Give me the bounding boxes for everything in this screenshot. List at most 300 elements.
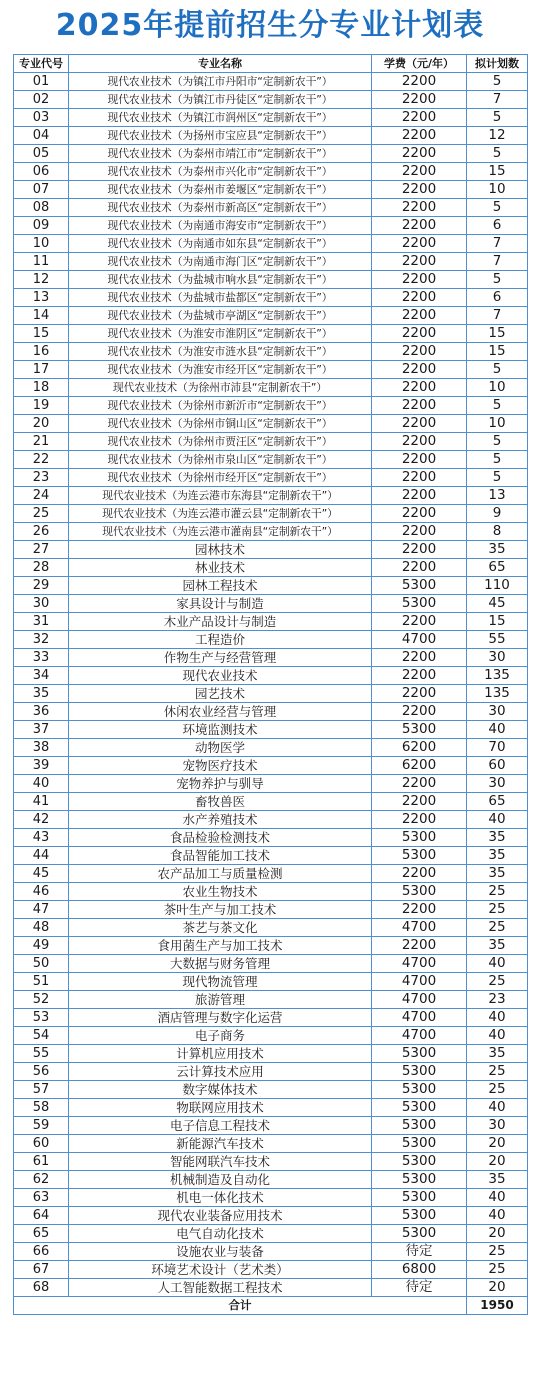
header-fee: 学费（元/年）: [372, 55, 467, 73]
row-fee: 4700: [372, 1027, 467, 1045]
row-plan: 23: [467, 991, 528, 1009]
row-plan: 45: [467, 595, 528, 613]
row-name: 现代农业技术（为淮安市经开区“定制新农干”）: [69, 361, 372, 379]
table-row: [14, 739, 528, 757]
row-code: 43: [14, 829, 69, 847]
row-fee: 2200: [372, 487, 467, 505]
row-code: 45: [14, 865, 69, 883]
row-fee: 2200: [372, 559, 467, 577]
row-fee: 2200: [372, 811, 467, 829]
row-code: 25: [14, 505, 69, 523]
row-name: 林业技术: [69, 559, 372, 577]
table-row: [14, 757, 528, 775]
total-value: 1950: [467, 1297, 528, 1315]
row-plan: 65: [467, 793, 528, 811]
row-code: 31: [14, 613, 69, 631]
row-fee: 待定: [372, 1279, 467, 1297]
row-name: 现代农业技术（为泰州市兴化市“定制新农干”）: [69, 163, 372, 181]
row-plan: 5: [467, 271, 528, 289]
row-fee: 2200: [372, 865, 467, 883]
row-code: 29: [14, 577, 69, 595]
row-code: 30: [14, 595, 69, 613]
table-row: [14, 109, 528, 127]
row-fee: 2200: [372, 415, 467, 433]
table-row: [14, 1063, 528, 1081]
row-code: 26: [14, 523, 69, 541]
row-name: 现代农业技术（为南通市海安市“定制新农干”）: [69, 217, 372, 235]
row-plan: 40: [467, 721, 528, 739]
row-name: 食品检验检测技术: [69, 829, 372, 847]
row-plan: 30: [467, 775, 528, 793]
row-code: 16: [14, 343, 69, 361]
row-fee: 5300: [372, 721, 467, 739]
row-name: 畜牧兽医: [69, 793, 372, 811]
row-fee: 2200: [372, 379, 467, 397]
row-fee: 2200: [372, 397, 467, 415]
row-code: 41: [14, 793, 69, 811]
row-fee: 2200: [372, 649, 467, 667]
row-fee: 6200: [372, 757, 467, 775]
table-row: [14, 289, 528, 307]
row-fee: 6800: [372, 1261, 467, 1279]
row-code: 02: [14, 91, 69, 109]
row-code: 13: [14, 289, 69, 307]
table-row: [14, 1171, 528, 1189]
table-row: [14, 1153, 528, 1171]
row-fee: 2200: [372, 235, 467, 253]
row-code: 17: [14, 361, 69, 379]
row-fee: 2200: [372, 901, 467, 919]
row-plan: 15: [467, 613, 528, 631]
row-fee: 2200: [372, 253, 467, 271]
row-fee: 5300: [372, 1171, 467, 1189]
row-plan: 7: [467, 235, 528, 253]
row-name: 现代农业技术（为扬州市宝应县“定制新农干”）: [69, 127, 372, 145]
row-plan: 65: [467, 559, 528, 577]
row-name: 机电一体化技术: [69, 1189, 372, 1207]
row-name: 现代农业技术（为泰州市姜堰区“定制新农干”）: [69, 181, 372, 199]
table-row: [14, 631, 528, 649]
row-code: 39: [14, 757, 69, 775]
row-name: 物联网应用技术: [69, 1099, 372, 1117]
row-name: 旅游管理: [69, 991, 372, 1009]
table-row: [14, 1189, 528, 1207]
row-name: 宠物养护与驯导: [69, 775, 372, 793]
row-fee: 4700: [372, 991, 467, 1009]
row-code: 55: [14, 1045, 69, 1063]
row-name: 木业产品设计与制造: [69, 613, 372, 631]
row-plan: 20: [467, 1225, 528, 1243]
row-fee: 2200: [372, 433, 467, 451]
row-fee: 待定: [372, 1243, 467, 1261]
row-code: 56: [14, 1063, 69, 1081]
row-code: 14: [14, 307, 69, 325]
row-code: 27: [14, 541, 69, 559]
row-plan: 9: [467, 505, 528, 523]
row-name: 食品智能加工技术: [69, 847, 372, 865]
row-code: 06: [14, 163, 69, 181]
row-fee: 5300: [372, 1135, 467, 1153]
table-row: [14, 865, 528, 883]
row-fee: 2200: [372, 793, 467, 811]
table-row: [14, 217, 528, 235]
table-row: [14, 1261, 528, 1279]
row-fee: 6200: [372, 739, 467, 757]
row-name: 现代农业技术（为南通市海门区“定制新农干”）: [69, 253, 372, 271]
row-name: 现代农业技术（为徐州市经开区“定制新农干”）: [69, 469, 372, 487]
table-row: [14, 901, 528, 919]
table-row: [14, 433, 528, 451]
row-code: 52: [14, 991, 69, 1009]
table-row: [14, 523, 528, 541]
row-fee: 2200: [372, 937, 467, 955]
row-name: 作物生产与经营管理: [69, 649, 372, 667]
table-row: [14, 1225, 528, 1243]
row-name: 机械制造及自动化: [69, 1171, 372, 1189]
row-plan: 110: [467, 577, 528, 595]
table-row: [14, 1099, 528, 1117]
row-code: 24: [14, 487, 69, 505]
row-fee: 4700: [372, 955, 467, 973]
row-code: 64: [14, 1207, 69, 1225]
row-name: 现代农业技术（为盐城市盐都区“定制新农干”）: [69, 289, 372, 307]
row-fee: 2200: [372, 613, 467, 631]
row-code: 20: [14, 415, 69, 433]
table-row: [14, 595, 528, 613]
row-plan: 7: [467, 91, 528, 109]
row-code: 58: [14, 1099, 69, 1117]
table-row: [14, 937, 528, 955]
row-fee: 5300: [372, 1189, 467, 1207]
row-name: 计算机应用技术: [69, 1045, 372, 1063]
row-code: 36: [14, 703, 69, 721]
row-code: 33: [14, 649, 69, 667]
row-name: 园林工程技术: [69, 577, 372, 595]
row-name: 现代物流管理: [69, 973, 372, 991]
row-plan: 20: [467, 1153, 528, 1171]
table-row: [14, 793, 528, 811]
row-fee: 4700: [372, 919, 467, 937]
row-plan: 7: [467, 307, 528, 325]
row-plan: 70: [467, 739, 528, 757]
row-fee: 2200: [372, 343, 467, 361]
row-name: 环境监测技术: [69, 721, 372, 739]
row-plan: 7: [467, 253, 528, 271]
row-fee: 2200: [372, 217, 467, 235]
row-code: 57: [14, 1081, 69, 1099]
row-code: 38: [14, 739, 69, 757]
table-row: [14, 559, 528, 577]
row-fee: 2200: [372, 289, 467, 307]
table-row: [14, 1207, 528, 1225]
row-code: 10: [14, 235, 69, 253]
row-plan: 25: [467, 1243, 528, 1261]
row-plan: 15: [467, 343, 528, 361]
row-plan: 25: [467, 883, 528, 901]
row-fee: 2200: [372, 199, 467, 217]
row-fee: 2200: [372, 703, 467, 721]
row-code: 49: [14, 937, 69, 955]
row-name: 现代农业技术（为盐城市亭湖区“定制新农干”）: [69, 307, 372, 325]
row-name: 现代农业技术（为连云港市东海县“定制新农干”）: [69, 487, 372, 505]
table-row: [14, 199, 528, 217]
row-fee: 2200: [372, 145, 467, 163]
row-plan: 60: [467, 757, 528, 775]
row-name: 农业生物技术: [69, 883, 372, 901]
row-fee: 5300: [372, 1045, 467, 1063]
table-header-row: [14, 55, 528, 73]
row-plan: 40: [467, 811, 528, 829]
row-plan: 10: [467, 379, 528, 397]
table-row: [14, 955, 528, 973]
row-name: 现代农业技术（为镇江市丹徒区“定制新农干”）: [69, 91, 372, 109]
row-fee: 2200: [372, 325, 467, 343]
table-row: [14, 361, 528, 379]
table-row: [14, 253, 528, 271]
row-name: 数字媒体技术: [69, 1081, 372, 1099]
row-fee: 4700: [372, 631, 467, 649]
row-code: 23: [14, 469, 69, 487]
header-name: 专业名称: [69, 55, 372, 73]
row-plan: 5: [467, 451, 528, 469]
table-row: [14, 721, 528, 739]
table-row: [14, 451, 528, 469]
row-name: 现代农业技术（为连云港市灌南县“定制新农干”）: [69, 523, 372, 541]
row-name: 农产品加工与质量检测: [69, 865, 372, 883]
row-plan: 35: [467, 541, 528, 559]
row-code: 46: [14, 883, 69, 901]
row-code: 15: [14, 325, 69, 343]
row-plan: 10: [467, 415, 528, 433]
row-fee: 2200: [372, 361, 467, 379]
total-row: [14, 1297, 528, 1315]
enrollment-plan-table: [13, 54, 528, 1315]
row-code: 60: [14, 1135, 69, 1153]
header-code: 专业代号: [14, 55, 69, 73]
row-plan: 15: [467, 163, 528, 181]
row-code: 21: [14, 433, 69, 451]
row-name: 食用菌生产与加工技术: [69, 937, 372, 955]
row-fee: 2200: [372, 541, 467, 559]
table-row: [14, 649, 528, 667]
row-plan: 13: [467, 487, 528, 505]
table-row: [14, 847, 528, 865]
row-fee: 4700: [372, 1009, 467, 1027]
table-row: [14, 271, 528, 289]
row-plan: 25: [467, 1081, 528, 1099]
row-fee: 5300: [372, 1081, 467, 1099]
row-plan: 5: [467, 109, 528, 127]
row-code: 61: [14, 1153, 69, 1171]
row-fee: 2200: [372, 505, 467, 523]
row-name: 现代农业技术（为徐州市新沂市“定制新农干”）: [69, 397, 372, 415]
row-name: 园林技术: [69, 541, 372, 559]
row-code: 08: [14, 199, 69, 217]
row-plan: 5: [467, 361, 528, 379]
row-name: 休闲农业经营与管理: [69, 703, 372, 721]
table-row: [14, 883, 528, 901]
table-row: [14, 1081, 528, 1099]
row-fee: 5300: [372, 1117, 467, 1135]
table-row: [14, 973, 528, 991]
row-fee: 2200: [372, 271, 467, 289]
row-code: 05: [14, 145, 69, 163]
row-fee: 5300: [372, 847, 467, 865]
row-name: 现代农业技术（为连云港市灌云县“定制新农干”）: [69, 505, 372, 523]
row-plan: 5: [467, 199, 528, 217]
row-name: 电子信息工程技术: [69, 1117, 372, 1135]
row-name: 云计算技术应用: [69, 1063, 372, 1081]
row-fee: 5300: [372, 595, 467, 613]
table-row: [14, 469, 528, 487]
row-fee: 5300: [372, 1099, 467, 1117]
row-plan: 25: [467, 901, 528, 919]
row-code: 63: [14, 1189, 69, 1207]
table-row: [14, 91, 528, 109]
row-name: 设施农业与装备: [69, 1243, 372, 1261]
row-plan: 40: [467, 1207, 528, 1225]
row-name: 现代农业技术（为淮安市淮阴区“定制新农干”）: [69, 325, 372, 343]
row-name: 现代农业技术（为淮安市涟水县“定制新农干”）: [69, 343, 372, 361]
table-row: [14, 829, 528, 847]
table-row: [14, 397, 528, 415]
row-fee: 2200: [372, 73, 467, 91]
row-name: 现代农业技术（为盐城市响水县“定制新农干”）: [69, 271, 372, 289]
row-plan: 35: [467, 829, 528, 847]
row-code: 51: [14, 973, 69, 991]
table-row: [14, 73, 528, 91]
row-plan: 12: [467, 127, 528, 145]
row-code: 65: [14, 1225, 69, 1243]
table-row: [14, 343, 528, 361]
table-row: [14, 811, 528, 829]
page-title: 2025年提前招生分专业计划表: [55, 8, 485, 43]
row-name: 工程造价: [69, 631, 372, 649]
row-code: 59: [14, 1117, 69, 1135]
row-plan: 10: [467, 181, 528, 199]
row-name: 现代农业技术（为徐州市泉山区“定制新农干”）: [69, 451, 372, 469]
table-row: [14, 541, 528, 559]
table-row: [14, 919, 528, 937]
row-code: 66: [14, 1243, 69, 1261]
table-row: [14, 991, 528, 1009]
table-row: [14, 235, 528, 253]
row-name: 现代农业技术（为南通市如东县“定制新农干”）: [69, 235, 372, 253]
row-code: 68: [14, 1279, 69, 1297]
row-code: 11: [14, 253, 69, 271]
row-code: 40: [14, 775, 69, 793]
table-row: [14, 487, 528, 505]
row-name: 智能网联汽车技术: [69, 1153, 372, 1171]
row-code: 03: [14, 109, 69, 127]
row-plan: 40: [467, 1189, 528, 1207]
row-code: 07: [14, 181, 69, 199]
row-plan: 135: [467, 685, 528, 703]
row-plan: 35: [467, 865, 528, 883]
row-code: 48: [14, 919, 69, 937]
row-code: 32: [14, 631, 69, 649]
table-row: [14, 1009, 528, 1027]
table-row: [14, 667, 528, 685]
table-row: [14, 307, 528, 325]
row-fee: 2200: [372, 775, 467, 793]
table-row: [14, 505, 528, 523]
table-row: [14, 145, 528, 163]
row-name: 现代农业技术（为镇江市润州区“定制新农干”）: [69, 109, 372, 127]
row-name: 水产养殖技术: [69, 811, 372, 829]
row-name: 现代农业技术（为徐州市沛县“定制新农干”）: [69, 379, 372, 397]
row-plan: 5: [467, 397, 528, 415]
table-row: [14, 577, 528, 595]
row-plan: 20: [467, 1279, 528, 1297]
row-plan: 8: [467, 523, 528, 541]
row-plan: 30: [467, 1117, 528, 1135]
row-name: 现代农业技术（为泰州市靖江市“定制新农干”）: [69, 145, 372, 163]
row-plan: 35: [467, 847, 528, 865]
row-plan: 25: [467, 919, 528, 937]
total-label: 合计: [14, 1297, 467, 1315]
row-code: 28: [14, 559, 69, 577]
row-code: 09: [14, 217, 69, 235]
row-name: 动物医学: [69, 739, 372, 757]
row-name: 现代农业技术（为镇江市丹阳市“定制新农干”）: [69, 73, 372, 91]
row-fee: 2200: [372, 307, 467, 325]
row-name: 新能源汽车技术: [69, 1135, 372, 1153]
row-code: 37: [14, 721, 69, 739]
table-row: [14, 1045, 528, 1063]
row-plan: 6: [467, 289, 528, 307]
row-plan: 40: [467, 955, 528, 973]
row-name: 茶艺与茶文化: [69, 919, 372, 937]
row-name: 大数据与财务管理: [69, 955, 372, 973]
row-fee: 2200: [372, 451, 467, 469]
row-code: 42: [14, 811, 69, 829]
table-row: [14, 181, 528, 199]
row-plan: 20: [467, 1135, 528, 1153]
row-fee: 2200: [372, 181, 467, 199]
row-plan: 35: [467, 1171, 528, 1189]
row-code: 50: [14, 955, 69, 973]
table-row: [14, 379, 528, 397]
table-row: [14, 163, 528, 181]
row-fee: 2200: [372, 163, 467, 181]
table-row: [14, 415, 528, 433]
row-name: 现代农业装备应用技术: [69, 1207, 372, 1225]
row-name: 宠物医疗技术: [69, 757, 372, 775]
row-fee: 5300: [372, 1225, 467, 1243]
row-plan: 35: [467, 1045, 528, 1063]
table-row: [14, 703, 528, 721]
row-name: 人工智能数据工程技术: [69, 1279, 372, 1297]
row-fee: 5300: [372, 1153, 467, 1171]
table-row: [14, 1027, 528, 1045]
table-row: [14, 1243, 528, 1261]
row-plan: 5: [467, 145, 528, 163]
row-fee: 2200: [372, 127, 467, 145]
row-plan: 40: [467, 1009, 528, 1027]
row-code: 22: [14, 451, 69, 469]
row-plan: 25: [467, 973, 528, 991]
row-name: 园艺技术: [69, 685, 372, 703]
row-name: 酒店管理与数字化运营: [69, 1009, 372, 1027]
row-fee: 2200: [372, 91, 467, 109]
row-code: 53: [14, 1009, 69, 1027]
row-code: 44: [14, 847, 69, 865]
row-code: 34: [14, 667, 69, 685]
row-fee: 5300: [372, 829, 467, 847]
row-name: 现代农业技术（为泰州市新高区“定制新农干”）: [69, 199, 372, 217]
row-plan: 40: [467, 1099, 528, 1117]
